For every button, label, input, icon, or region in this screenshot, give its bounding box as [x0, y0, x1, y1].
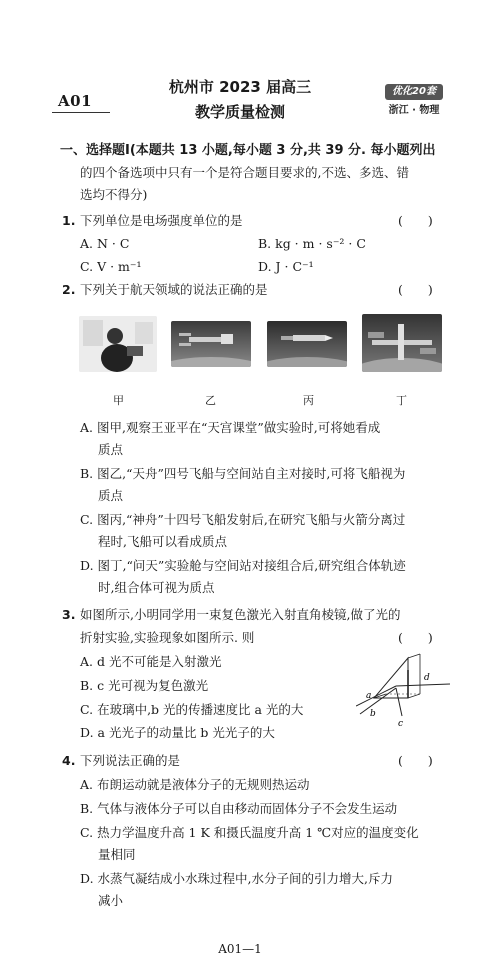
q3-option-b: B. c 光可视为复色激光 [80, 678, 209, 693]
q2-option-c-line2: 程时,飞船可以看成质点 [98, 534, 227, 549]
q4-option-c-line2: 量相同 [98, 847, 136, 862]
caption-ding: 丁 [396, 394, 407, 407]
prism-diagram [356, 650, 456, 730]
ray-label-a: a [366, 691, 372, 701]
q2-option-a-line1: A. 图甲,观察王亚平在“天宫课堂”做实验时,可将她看成 [80, 420, 381, 435]
brand-logo-top: 优化20套 [385, 84, 443, 100]
q3-option-a: A. d 光不可能是入射激光 [80, 654, 222, 669]
q4-number: 4. [62, 753, 76, 768]
q1-option-b: B. kg · m · s⁻² · C [258, 236, 366, 251]
q4-answer-paren: ( ) [398, 753, 433, 768]
brand-logo [385, 84, 443, 114]
q1-option-d: D. J · C⁻¹ [258, 259, 314, 274]
q2-option-d-line2: 时,组合体可视为质点 [98, 580, 215, 595]
q3-number: 3. [62, 607, 76, 622]
paper-code: A01 [58, 92, 93, 110]
paper-title-line2: 教学质量检测 [194, 103, 285, 121]
q4-option-b: B. 气体与液体分子可以自由移动而固体分子不会发生运动 [80, 801, 398, 816]
q4-option-d-line1: D. 水蒸气凝结成小水珠过程中,水分子间的引力增大,斥力 [80, 871, 393, 886]
q1-option-c: C. V · m⁻¹ [80, 259, 142, 274]
q2-option-b-line1: B. 图乙,“天舟”四号飞船与空间站自主对接时,可将飞船视为 [80, 466, 406, 481]
q1-number: 1. [62, 213, 76, 228]
section-heading: 一、选择题Ⅰ(本题共 13 小题,每小题 3 分,共 39 分. 每小题列出 [60, 143, 436, 158]
q3-answer-paren: ( ) [398, 630, 433, 645]
q4-option-a: A. 布朗运动就是液体分子的无规则热运动 [80, 777, 310, 792]
q2-number: 2. [62, 282, 76, 297]
q2-option-b-line2: 质点 [98, 488, 124, 503]
q2-option-d-line1: D. 图丁,“问天”实验舱与空间站对接组合后,研究组合体轨迹 [80, 558, 406, 573]
ray-label-b: b [370, 709, 376, 719]
ray-label-d: d [424, 673, 430, 683]
q4-option-d-line2: 减小 [98, 893, 124, 908]
section-intro-line3: 选均不得分) [80, 187, 148, 202]
q1-option-a: A. N · C [80, 236, 130, 251]
brand-logo-bottom: 浙江 · 物理 [388, 105, 440, 116]
q4-option-c-line1: C. 热力学温度升高 1 K 和摄氏温度升高 1 ℃对应的温度变化 [80, 825, 419, 840]
paper-title-line1: 杭州市 2023 届高三 [168, 78, 312, 96]
q4-stem: 下列说法正确的是 [80, 753, 181, 768]
photo-yi-tianzhou-docking [171, 321, 251, 367]
caption-yi: 乙 [205, 394, 216, 407]
q2-answer-paren: ( ) [398, 282, 433, 297]
q2-stem: 下列关于航天领域的说法正确的是 [80, 282, 268, 297]
ray-label-c: c [398, 719, 404, 729]
q2-option-a-line2: 质点 [98, 442, 124, 457]
page-number: A01—1 [218, 942, 262, 956]
q2-option-c-line1: C. 图丙,“神舟”十四号飞船发射后,在研究飞船与火箭分离过 [80, 512, 406, 527]
q3-option-d: D. a 光光子的动量比 b 光光子的大 [80, 725, 275, 740]
section-intro-line2: 的四个备选项中只有一个是符合题目要求的,不选、多选、错 [80, 165, 409, 180]
q3-stem-line2: 折射实验,实验现象如图所示. 则 [80, 630, 255, 645]
caption-bing: 丙 [303, 394, 314, 407]
caption-jia: 甲 [113, 394, 124, 407]
photo-ding-wentian-station [362, 314, 442, 372]
q1-stem: 下列单位是电场强度单位的是 [80, 213, 243, 228]
q3-option-c: C. 在玻璃中,b 光的传播速度比 a 光的大 [80, 702, 304, 717]
photo-bing-shenzhou-launch [267, 321, 347, 367]
photo-jia-astronaut [79, 316, 157, 372]
q3-stem-line1: 如图所示,小明同学用一束复色激光入射直角棱镜,做了光的 [80, 607, 401, 622]
q1-answer-paren: ( ) [398, 213, 433, 228]
